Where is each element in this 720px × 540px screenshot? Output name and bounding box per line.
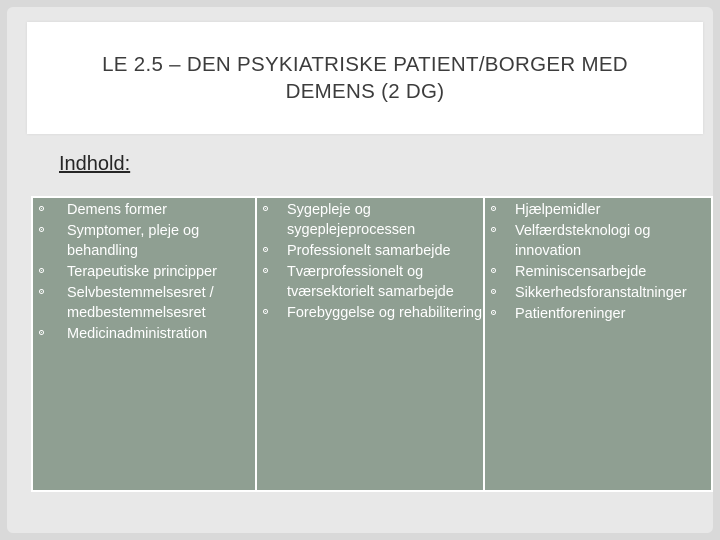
list-item-text: Patientforeninger	[515, 306, 626, 322]
content-table	[31, 196, 713, 492]
content-column-1	[33, 198, 257, 490]
list-item-text: Tværprofessionelt og tværsektorielt samarbejde	[287, 264, 454, 300]
list-item-text: Sygepleje og sygeplejeprocessen	[287, 202, 416, 238]
list-item	[33, 221, 255, 261]
bullet-icon	[491, 289, 496, 294]
bullet-icon	[491, 227, 496, 232]
slide	[7, 7, 713, 533]
list-item-text: Reminiscensarbejde	[515, 264, 647, 280]
list-item	[257, 303, 483, 323]
list-item-text: Hjælpemidler	[515, 202, 601, 218]
bullet-list-2	[257, 200, 483, 323]
content-column-2	[257, 198, 485, 490]
content-heading: Indhold:	[59, 153, 131, 175]
list-item	[257, 241, 483, 261]
list-item	[485, 221, 711, 261]
list-item-text: Demens former	[67, 202, 167, 218]
list-item-text: Symptomer, pleje og behandling	[67, 223, 200, 259]
bullet-icon	[39, 227, 44, 232]
slide-title: LE 2.5 – DEN PSYKIATRISKE PATIENT/BORGER MED DEMENS (2 DG)	[102, 53, 628, 103]
list-item-text: Terapeutiske principper	[67, 264, 217, 280]
list-item	[485, 262, 711, 282]
list-item	[485, 200, 711, 220]
bullet-icon	[39, 206, 44, 211]
list-item-text: Sikkerhedsforanstaltninger	[515, 285, 687, 301]
title-box	[27, 22, 703, 134]
bullet-icon	[263, 268, 268, 273]
list-item	[33, 283, 255, 323]
bullet-icon	[263, 247, 268, 252]
list-item	[33, 200, 255, 220]
list-item-text: Medicinadministration	[67, 326, 208, 342]
list-item	[485, 283, 711, 303]
list-item-text: Selvbestemmelsesret / medbestemmelsesret	[67, 285, 214, 321]
bullet-list-3	[485, 200, 711, 324]
bullet-icon	[491, 268, 496, 273]
bullet-icon	[39, 268, 44, 273]
list-item-text: Professionelt samarbejde	[287, 243, 451, 259]
bullet-icon	[39, 289, 44, 294]
bullet-list-1	[33, 200, 255, 344]
list-item	[485, 304, 711, 324]
content-column-3	[485, 198, 711, 490]
bullet-icon	[39, 330, 44, 335]
list-item	[257, 262, 483, 302]
bullet-icon	[263, 206, 268, 211]
bullet-icon	[491, 310, 496, 315]
bullet-icon	[491, 206, 496, 211]
list-item-text: Velfærdsteknologi og innovation	[515, 223, 651, 259]
bullet-icon	[263, 309, 268, 314]
list-item-text: Forebyggelse og rehabilitering	[287, 305, 483, 321]
list-item	[33, 324, 255, 344]
list-item	[257, 200, 483, 240]
list-item	[33, 262, 255, 282]
